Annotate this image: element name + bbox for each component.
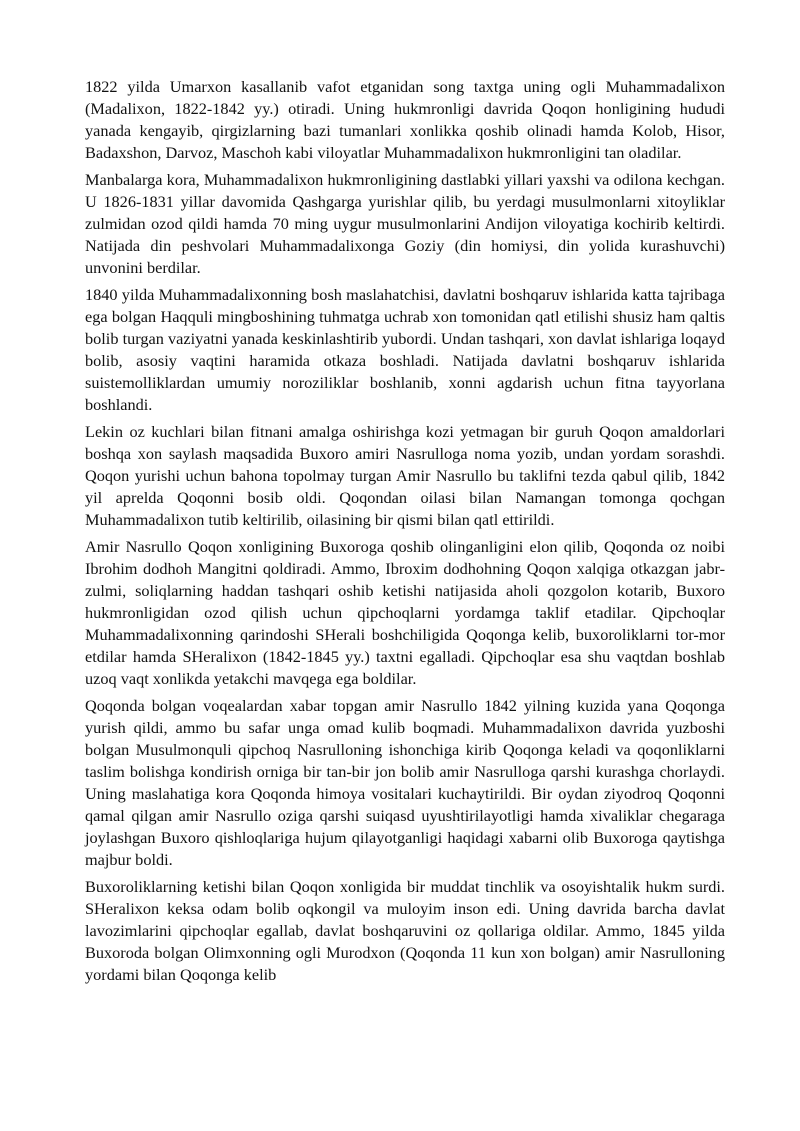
paragraph-4: Lekin oz kuchlari bilan fitnani amalga oshirishga kozi yetmagan bir guruh Qoqon amaldorlari boshqa xon saylash maqsadida Buxoro amiri Nasrulloga noma yozib, undan yordam sorashdi. Qoqon yurishi uchun bahona topolmay turgan Amir Nasrullo bu taklifni tezda qabul qilib, 1842 yil aprelda Qoqonni bosib oldi. Qoqondan oilasi bilan Namangan tomonga qochgan Muhammadalixon tutib keltirilib, oilasining bir qismi bilan qatl ettirildi. xyxy=(85,422,725,529)
paragraph-5: Amir Nasrullo Qoqon xonligining Buxoroga qoshib olinganligini elon qilib, Qoqonda oz noibi Ibrohim dodhoh Mangitni qoldiradi. Ammo, Ibroxim dodhohning Qoqon xalqiga otkazgan jabr-zulmi, soliqlarning haddan tashqari oshib ketishi natijasida aholi qozgolon kotarib, Buxoro hukmronligidan ozod qilish uchun qipchoqlarni yordamga taklif etadilar. Qipchoqlar Muhammadalixonning qarindoshi SHerali boshchiligida Qoqonga kelib, buxoroliklarni tor-mor etdilar hamda SHeralixon (1842-1845 yy.) taxtni egalladi. Qipchoqlar esa shu vaqtdan boshlab uzoq vaqt xonlikda yetakchi mavqega ega boldilar. xyxy=(85,537,725,688)
paragraph-1: 1822 yilda Umarxon kasallanib vafot etganidan song taxtga uning ogli Muhammadalixon (Madalixon, 1822-1842 yy.) otiradi. Uning hukmronligi davrida Qoqon honligining hududi yanada kengayib, qirgizlarning bazi tumanlari xonlikka qoshib olinadi hamda Kolob, Hisor, Badaxshon, Darvoz, Maschoh kabi viloyatlar Muhammadalixon hukmronligini tan oladilar. xyxy=(85,77,725,162)
paragraph-3: 1840 yilda Muhammadalixonning bosh maslahatchisi, davlatni boshqaruv ishlarida katta tajribaga ega bolgan Haqquli mingboshining tuhmatga uchrab xon tomonidan qatl etilishi shusiz ham qaltis bolib turgan vaziyatni yanada keskinlashtirib yubordi. Undan tashqari, xon davlat ishlariga loqayd bolib, asosiy vaqtini haramida otkaza boshladi. Natijada davlatni boshqaruv ishlarida suistemolliklardan umumiy noroziliklar boshlanib, xonni agdarish uchun fitna tayyorlana boshlandi. xyxy=(85,285,725,414)
paragraph-2: Manbalarga kora, Muhammadalixon hukmronligining dastlabki yillari yaxshi va odilona kechgan. U 1826-1831 yillar davomida Qashgarga yurishlar qilib, bu yerdagi musulmonlarni xitoyliklar zulmidan ozod qildi hamda 70 ming uygur musulmonlarini Andijon viloyatiga kochirib keltirdi. Natijada din peshvolari Muhammadalixonga Goziy (din homiysi, din yolida kurashuvchi) unvonini berdilar. xyxy=(85,170,725,277)
paragraph-6: Qoqonda bolgan voqealardan xabar topgan amir Nasrullo 1842 yilning kuzida yana Qoqonga yurish qildi, ammo bu safar unga omad kulib boqmadi. Muhammadalixon davrida yuzboshi bolgan Musulmonquli qipchoq Nasrulloning ishonchiga kirib Qoqonga keladi va qoqonliklarni taslim bolishga kondirish orniga bir tan-bir jon bolib amir Nasrulloga qarshi kurashga chorlaydi. Uning maslahatiga kora Qoqonda himoya vositalari kuchaytirildi. Bir oydan ziyodroq Qoqonni qamal qilgan amir Nasrullo oziga qarshi suiqasd uyushtirilayotligi hamda xivaliklar chegaraga joylashgan Buxoro qishloqlariga hujum qilayotganligi haqidagi xabarni olib Buxoroga qaytishga majbur boldi. xyxy=(85,696,725,869)
paragraph-7: Buxoroliklarning ketishi bilan Qoqon xonligida bir muddat tinchlik va osoyishtalik hukm surdi. SHeralixon keksa odam bolib oqkongil va muloyim inson edi. Uning davrida barcha davlat lavozimlarini qipchoqlar egallab, davlat boshqaruvini oz qollariga oldilar. Ammo, 1845 yilda Buxoroda bolgan Olimxonning ogli Murodxon (Qoqonda 11 kun xon bolgan) amir Nasrulloning yordami bilan Qoqonga kelib xyxy=(85,877,725,984)
document-page xyxy=(85,76,725,991)
